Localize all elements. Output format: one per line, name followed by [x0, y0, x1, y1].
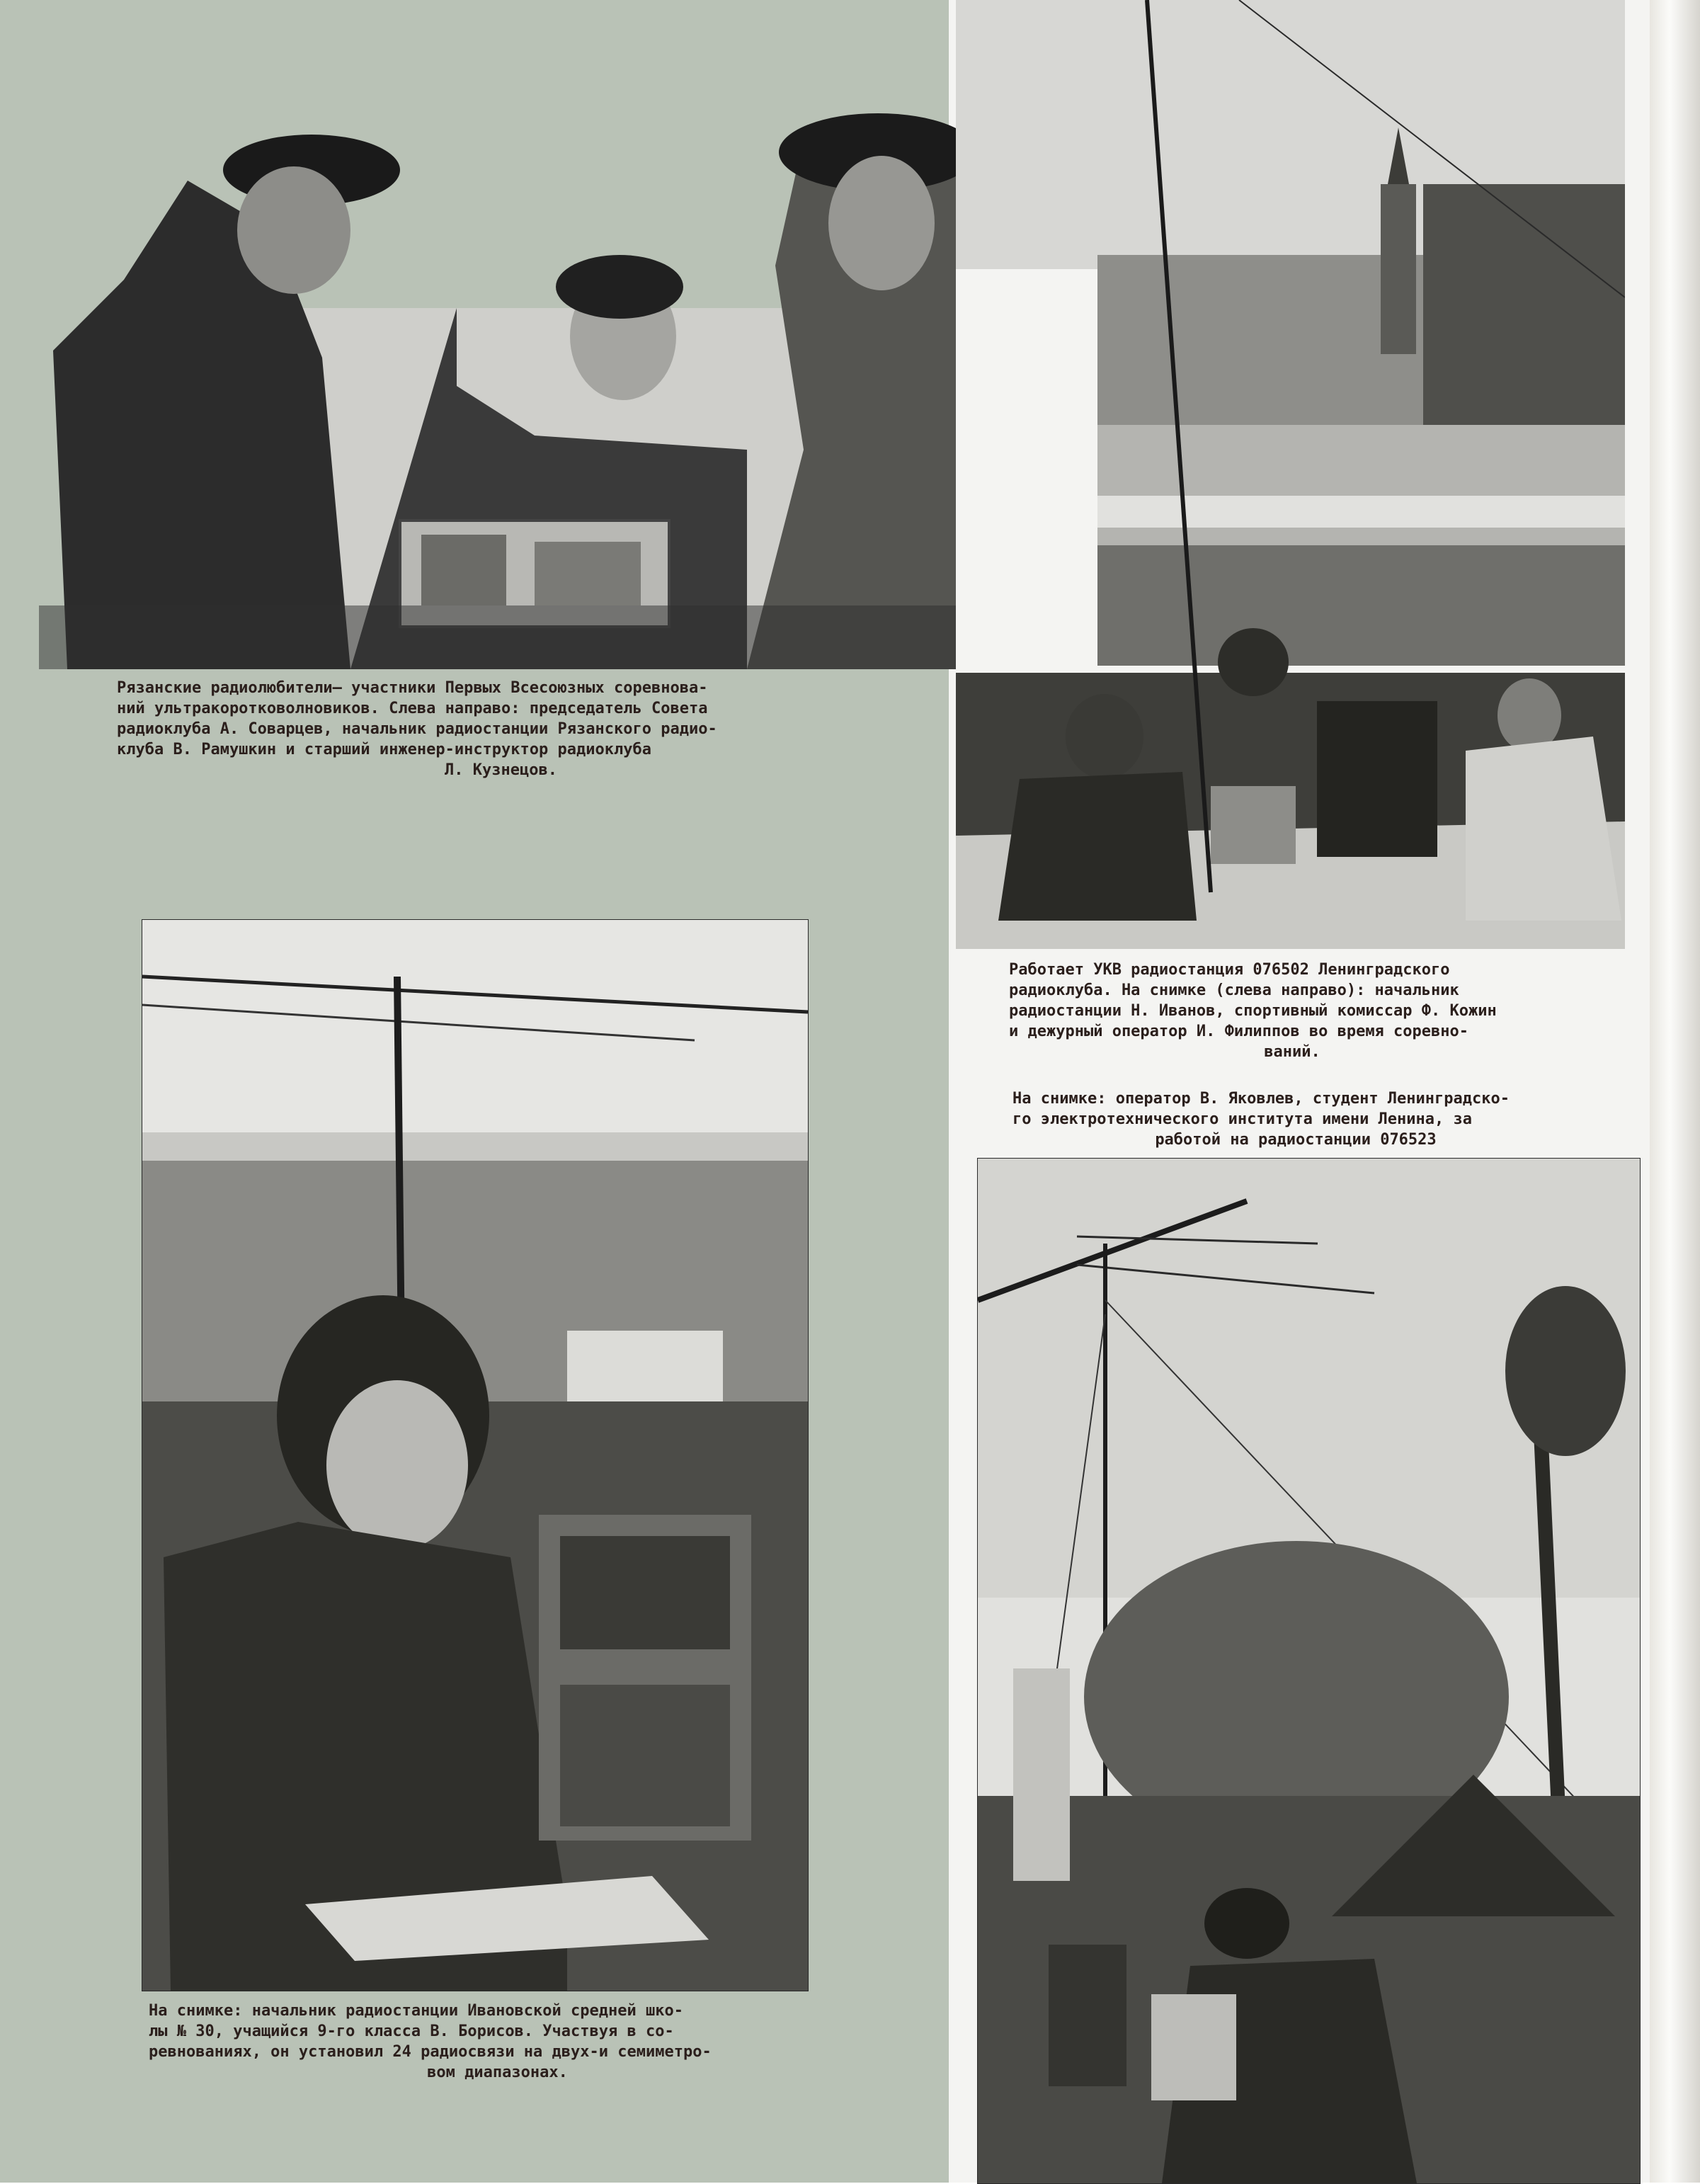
caption-leningrad-line-5: ваний.	[1264, 1043, 1320, 1061]
caption-borisov-line-1: На снимке: начальник радиостанции Ивановской средней шко-	[149, 2002, 683, 2020]
photo-leningrad-rooftop-station	[956, 0, 1625, 963]
caption-ryazan	[117, 678, 885, 780]
caption-leningrad-line-4: и дежурный оператор И. Филиппов во время соревно-	[1009, 1023, 1469, 1040]
photo-ryazan-radio-amateurs	[39, 53, 1069, 669]
caption-leningrad-line-1: Работает УКВ радиостанция 076502 Ленинградского	[1009, 961, 1450, 979]
caption-leningrad-line-2: радиоклуба. На снимке (слева направо): начальник	[1009, 982, 1459, 999]
caption-leningrad-line-3: радиостанции Н. Иванов, спортивный комиссар Ф. Кожин	[1009, 1002, 1497, 1020]
caption-yakovlev	[1012, 1088, 1579, 1150]
caption-ryazan-line-5: Л. Кузнецов.	[445, 761, 557, 779]
caption-borisov-line-2: лы № 30, учащийся 9-го класса В. Борисов. Участвуя в со-	[149, 2023, 674, 2040]
caption-ryazan-line-3: радиоклуба А. Соварцев, начальник радиостанции Рязанского радио-	[117, 720, 717, 738]
caption-ryazan-line-4: клуба В. Рамушкин и старший инженер-инструктор радиоклуба	[117, 741, 651, 758]
photo-yakovlev-field-station	[977, 1158, 1641, 2184]
caption-ryazan-line-2: ний ультракоротковолновиков. Слева направо: председатель Совета	[117, 700, 708, 717]
caption-yakovlev-line-3: работой на радиостанции 076523	[1155, 1131, 1437, 1149]
caption-borisov-line-3: ревнованиях, он установил 24 радиосвязи на двух-и семиметро-	[149, 2043, 712, 2061]
caption-borisov-line-4: вом диапазонах.	[427, 2064, 568, 2081]
binding-edge	[1650, 0, 1700, 2183]
caption-leningrad	[1009, 960, 1575, 1062]
caption-yakovlev-line-2: го электротехнического института имени Ленина, за	[1012, 1110, 1473, 1128]
caption-yakovlev-line-1: На снимке: оператор В. Яковлев, студент Ленинградско-	[1012, 1090, 1510, 1108]
photo-ivanovo-school-station	[142, 919, 809, 1991]
caption-borisov	[149, 2001, 846, 2083]
caption-ryazan-line-1: Рязанские радиолюбители— участники Первых Всесоюзных соревнова-	[117, 679, 708, 697]
